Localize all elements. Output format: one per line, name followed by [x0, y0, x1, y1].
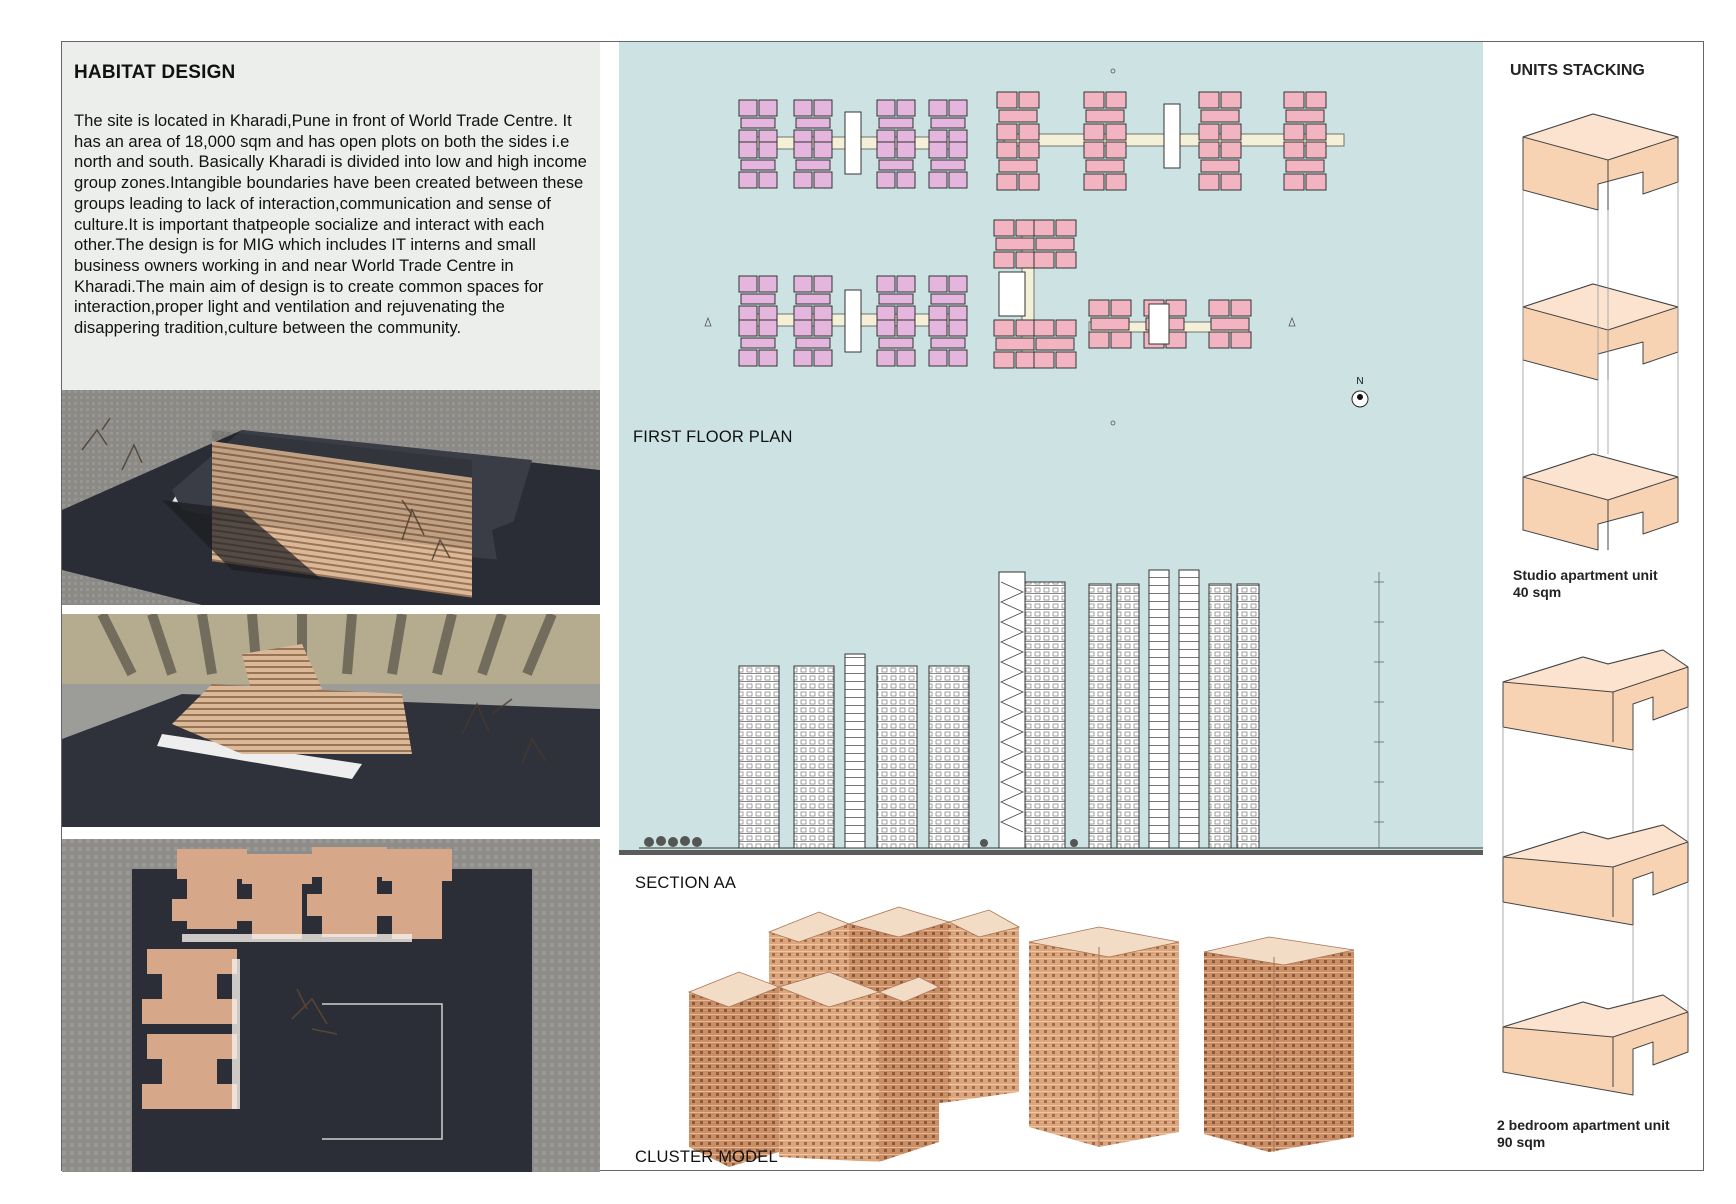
studio-unit-area: 40 sqm: [1513, 584, 1562, 600]
cluster-model-caption: CLUSTER MODEL: [635, 1148, 778, 1166]
cluster-model-renders: [619, 882, 1483, 1172]
model-photo-oblique: [62, 614, 600, 827]
units-stacking-panel: [1483, 42, 1705, 1172]
intro-text: The site is located in Kharadi,Pune in front of World Trade Centre. It has an area of 18,000 sqm and has open plots on both the sides i.e north and south. Basically Kharadi is divided into low and high income group zones.Intangible boundaries have been created between these groups leading to lack of interaction,communication and sense of culture.It is important thatpeople socialize and interact with each other.The design is for MIG which includes IT interns and small business owners working in and near World Trade Centre in Kharadi.The main aim of design is to create common spaces for interaction,proper light and ventilation and rejuvenating the disappering tradition,culture between the community.: [74, 111, 587, 338]
units-stacking-title: UNITS STACKING: [1510, 62, 1645, 79]
page-title: HABITAT DESIGN: [74, 62, 236, 83]
studio-unit-name: Studio apartment unit: [1513, 567, 1658, 583]
two-bedroom-unit-massing: [1503, 650, 1688, 1095]
section-drawing: [619, 570, 1483, 855]
studio-unit-massing: [1523, 114, 1678, 550]
cluster-model-a: [689, 907, 1019, 1167]
drawing-area: [619, 42, 1483, 855]
cluster-model-photo: [62, 839, 600, 1172]
model-photo-aerial: [62, 390, 600, 605]
presentation-board: [61, 41, 1704, 1171]
first-floor-plan: [705, 69, 1368, 425]
two-bedroom-unit-area: 90 sqm: [1497, 1134, 1546, 1150]
section-caption: SECTION AA: [635, 874, 737, 892]
studio-unit-label: [1513, 567, 1658, 601]
north-arrow-label: N: [1356, 376, 1364, 387]
cluster-model-b: [1029, 927, 1354, 1152]
first-floor-plan-caption: FIRST FLOOR PLAN: [633, 428, 793, 446]
two-bedroom-unit-label: [1497, 1117, 1670, 1151]
two-bedroom-unit-name: 2 bedroom apartment unit: [1497, 1117, 1670, 1133]
intro-panel: [62, 42, 600, 390]
